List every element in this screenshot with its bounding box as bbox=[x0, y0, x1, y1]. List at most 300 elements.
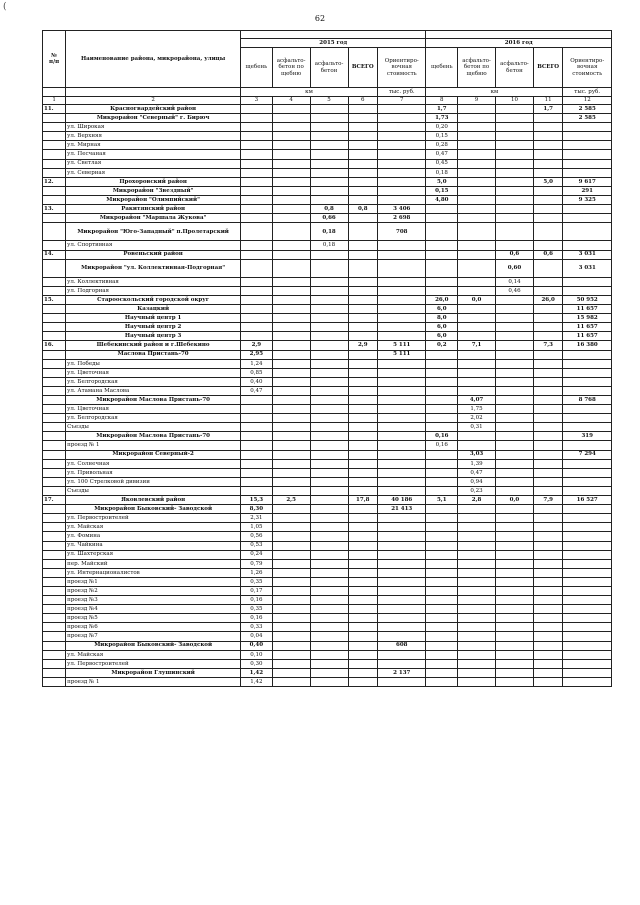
cell-cost-2015: 21 413 bbox=[378, 505, 426, 514]
cell-cost-2016 bbox=[563, 677, 612, 686]
cell-total-2015 bbox=[348, 277, 378, 286]
cell-asphalt-2015 bbox=[310, 341, 348, 350]
street-row bbox=[43, 650, 612, 659]
cell-cost-2015 bbox=[378, 386, 426, 395]
cell-cost-2016 bbox=[563, 386, 612, 395]
cell-cost-2015 bbox=[378, 450, 426, 459]
cell-gravel-2015: 0,47 bbox=[241, 386, 273, 395]
cell-total-2016 bbox=[533, 405, 563, 414]
cell-cost-2016: 2 585 bbox=[563, 105, 612, 114]
cell-total-2016 bbox=[533, 450, 563, 459]
cell-cost-2015 bbox=[378, 323, 426, 332]
cell-total-2015 bbox=[348, 477, 378, 486]
cell-row-number bbox=[43, 459, 66, 468]
cell-cost-2015 bbox=[378, 396, 426, 405]
cell-cost-2016 bbox=[563, 359, 612, 368]
cell-asphalt-on-gravel-2016 bbox=[458, 286, 496, 295]
cell-asphalt-on-gravel-2016 bbox=[458, 105, 496, 114]
cell-total-2016 bbox=[533, 323, 563, 332]
cell-asphalt-on-gravel-2016 bbox=[458, 168, 496, 177]
cell-row-name: Шебекинский район и г.Шебекино bbox=[66, 341, 241, 350]
cell-cost-2016 bbox=[563, 577, 612, 586]
cell-gravel-2016 bbox=[426, 205, 458, 214]
cell-asphalt-on-gravel-2015 bbox=[272, 150, 310, 159]
cell-asphalt-on-gravel-2015 bbox=[272, 632, 310, 641]
cell-asphalt-on-gravel-2015 bbox=[272, 277, 310, 286]
cell-gravel-2016 bbox=[426, 350, 458, 359]
street-row bbox=[43, 386, 612, 395]
cell-row-number bbox=[43, 632, 66, 641]
cell-asphalt-2015 bbox=[310, 486, 348, 495]
cell-asphalt-2015: 0,66 bbox=[310, 214, 348, 223]
cell-asphalt-2016 bbox=[496, 550, 534, 559]
cell-gravel-2016 bbox=[426, 286, 458, 295]
column-number-cell: 3 bbox=[241, 97, 273, 105]
cell-cost-2015 bbox=[378, 550, 426, 559]
cell-total-2016 bbox=[533, 650, 563, 659]
microdistrict-row bbox=[43, 186, 612, 195]
cell-gravel-2016 bbox=[426, 477, 458, 486]
cell-cost-2015 bbox=[378, 568, 426, 577]
cell-total-2016 bbox=[533, 114, 563, 123]
cell-asphalt-on-gravel-2015 bbox=[272, 441, 310, 450]
cell-asphalt-on-gravel-2016: 7,1 bbox=[458, 341, 496, 350]
cell-asphalt-2016 bbox=[496, 105, 534, 114]
cell-asphalt-2016 bbox=[496, 650, 534, 659]
cell-asphalt-2015 bbox=[310, 259, 348, 277]
cell-row-number bbox=[43, 123, 66, 132]
street-row bbox=[43, 568, 612, 577]
cell-asphalt-2016 bbox=[496, 141, 534, 150]
cell-total-2016 bbox=[533, 223, 563, 241]
cell-asphalt-on-gravel-2015 bbox=[272, 541, 310, 550]
cell-cost-2016: 3 031 bbox=[563, 259, 612, 277]
cell-total-2015 bbox=[348, 423, 378, 432]
cell-row-number bbox=[43, 432, 66, 441]
cell-row-number bbox=[43, 568, 66, 577]
district-row bbox=[43, 341, 612, 350]
cell-row-name: Ровеньский район bbox=[66, 250, 241, 259]
cell-gravel-2015: 0,04 bbox=[241, 632, 273, 641]
cell-asphalt-2015 bbox=[310, 250, 348, 259]
cell-cost-2016 bbox=[563, 277, 612, 286]
cell-total-2016 bbox=[533, 632, 563, 641]
cell-asphalt-on-gravel-2015 bbox=[272, 132, 310, 141]
cell-cost-2016: 15 982 bbox=[563, 314, 612, 323]
street-row bbox=[43, 159, 612, 168]
column-number-cell: 5 bbox=[310, 97, 348, 105]
street-row bbox=[43, 477, 612, 486]
street-row bbox=[43, 614, 612, 623]
cell-gravel-2016: 5,0 bbox=[426, 177, 458, 186]
units-blank-2 bbox=[66, 88, 241, 97]
cell-total-2016 bbox=[533, 468, 563, 477]
cell-cost-2016 bbox=[563, 505, 612, 514]
microdistrict-row bbox=[43, 450, 612, 459]
cell-asphalt-2015 bbox=[310, 314, 348, 323]
cell-total-2015 bbox=[348, 614, 378, 623]
cell-row-name: ул. Солнечная bbox=[66, 459, 241, 468]
microdistrict-row bbox=[43, 114, 612, 123]
street-row bbox=[43, 659, 612, 668]
cell-total-2015 bbox=[348, 468, 378, 477]
cell-asphalt-on-gravel-2016 bbox=[458, 332, 496, 341]
cell-asphalt-2015 bbox=[310, 532, 348, 541]
cell-total-2015 bbox=[348, 659, 378, 668]
cell-total-2015: 2,9 bbox=[348, 341, 378, 350]
cell-cost-2016 bbox=[563, 523, 612, 532]
page-edge-mark: ( bbox=[3, 2, 7, 12]
cell-cost-2016 bbox=[563, 141, 612, 150]
cell-cost-2016: 9 325 bbox=[563, 195, 612, 204]
subheader-gravel-2016: щебень bbox=[426, 48, 458, 88]
cell-total-2015 bbox=[348, 641, 378, 650]
cell-asphalt-on-gravel-2015 bbox=[272, 159, 310, 168]
cell-total-2016 bbox=[533, 277, 563, 286]
district-row bbox=[43, 205, 612, 214]
cell-asphalt-2015 bbox=[310, 559, 348, 568]
cell-asphalt-on-gravel-2015 bbox=[272, 368, 310, 377]
cell-gravel-2016 bbox=[426, 386, 458, 395]
column-number-row bbox=[43, 97, 612, 105]
col-header-year-2015-label: 2015 год bbox=[241, 39, 426, 48]
cell-row-name: Микрорайон Глушинский bbox=[66, 668, 241, 677]
cell-cost-2015 bbox=[378, 614, 426, 623]
street-row bbox=[43, 286, 612, 295]
cell-gravel-2015: 2,9 bbox=[241, 341, 273, 350]
cell-total-2015 bbox=[348, 159, 378, 168]
col-header-number: № п/п bbox=[43, 31, 66, 88]
cell-asphalt-on-gravel-2016 bbox=[458, 259, 496, 277]
cell-total-2016 bbox=[533, 205, 563, 214]
units-km-2016: км bbox=[426, 88, 563, 97]
cell-asphalt-on-gravel-2016 bbox=[458, 305, 496, 314]
cell-row-number bbox=[43, 614, 66, 623]
street-row bbox=[43, 596, 612, 605]
cell-asphalt-2015 bbox=[310, 305, 348, 314]
cell-cost-2015 bbox=[378, 105, 426, 114]
cell-total-2016 bbox=[533, 195, 563, 204]
cell-row-number bbox=[43, 659, 66, 668]
cell-asphalt-on-gravel-2015 bbox=[272, 650, 310, 659]
cell-total-2015 bbox=[348, 650, 378, 659]
cell-asphalt-2016 bbox=[496, 477, 534, 486]
cell-asphalt-on-gravel-2015 bbox=[272, 459, 310, 468]
cell-asphalt-2015 bbox=[310, 468, 348, 477]
cell-total-2016 bbox=[533, 641, 563, 650]
cell-asphalt-on-gravel-2016 bbox=[458, 159, 496, 168]
cell-gravel-2015 bbox=[241, 250, 273, 259]
cell-cost-2016 bbox=[563, 650, 612, 659]
cell-asphalt-on-gravel-2016 bbox=[458, 596, 496, 605]
cell-total-2015 bbox=[348, 214, 378, 223]
cell-row-number bbox=[43, 141, 66, 150]
cell-asphalt-on-gravel-2016 bbox=[458, 586, 496, 595]
cell-cost-2016 bbox=[563, 514, 612, 523]
cell-asphalt-2016 bbox=[496, 459, 534, 468]
cell-gravel-2016 bbox=[426, 641, 458, 650]
col-header-year-2016-label: 2016 год bbox=[426, 39, 612, 48]
cell-asphalt-2016 bbox=[496, 450, 534, 459]
cell-asphalt-on-gravel-2016 bbox=[458, 523, 496, 532]
cell-asphalt-2016 bbox=[496, 123, 534, 132]
cell-gravel-2016: 0,16 bbox=[426, 432, 458, 441]
cell-total-2016 bbox=[533, 459, 563, 468]
cell-cost-2016: 319 bbox=[563, 432, 612, 441]
microdistrict-row bbox=[43, 432, 612, 441]
cell-asphalt-on-gravel-2015 bbox=[272, 114, 310, 123]
cell-cost-2015 bbox=[378, 623, 426, 632]
street-row bbox=[43, 468, 612, 477]
cell-gravel-2015 bbox=[241, 323, 273, 332]
cell-total-2015 bbox=[348, 396, 378, 405]
cell-row-name: Микрорайон "Маршала Жукова" bbox=[66, 214, 241, 223]
cell-asphalt-2016 bbox=[496, 405, 534, 414]
cell-cost-2015 bbox=[378, 677, 426, 686]
cell-gravel-2015: 0,35 bbox=[241, 605, 273, 614]
cell-cost-2015 bbox=[378, 650, 426, 659]
cell-asphalt-2016: 0,0 bbox=[496, 496, 534, 505]
cell-gravel-2016 bbox=[426, 550, 458, 559]
cell-gravel-2015 bbox=[241, 241, 273, 250]
cell-asphalt-2016 bbox=[496, 605, 534, 614]
cell-asphalt-on-gravel-2015 bbox=[272, 641, 310, 650]
cell-asphalt-2016: 0,46 bbox=[496, 286, 534, 295]
cell-gravel-2016 bbox=[426, 250, 458, 259]
cell-asphalt-on-gravel-2015 bbox=[272, 532, 310, 541]
cell-asphalt-on-gravel-2016 bbox=[458, 641, 496, 650]
cell-asphalt-2016 bbox=[496, 659, 534, 668]
cell-gravel-2016 bbox=[426, 623, 458, 632]
cell-cost-2016: 8 768 bbox=[563, 396, 612, 405]
cell-row-number bbox=[43, 577, 66, 586]
cell-asphalt-on-gravel-2015 bbox=[272, 323, 310, 332]
cell-cost-2015: 5 111 bbox=[378, 350, 426, 359]
cell-total-2015 bbox=[348, 305, 378, 314]
street-row bbox=[43, 441, 612, 450]
cell-cost-2015 bbox=[378, 486, 426, 495]
cell-row-number: 12. bbox=[43, 177, 66, 186]
cell-cost-2015 bbox=[378, 423, 426, 432]
cell-row-name: ул. Песчаная bbox=[66, 150, 241, 159]
cell-asphalt-on-gravel-2016 bbox=[458, 277, 496, 286]
cell-gravel-2015: 0,53 bbox=[241, 541, 273, 550]
cell-gravel-2015 bbox=[241, 177, 273, 186]
cell-cost-2015: 3 406 bbox=[378, 205, 426, 214]
cell-row-number: 15. bbox=[43, 295, 66, 304]
cell-cost-2016 bbox=[563, 623, 612, 632]
cell-row-name: Микрорайон Маслова Пристань-70 bbox=[66, 396, 241, 405]
cell-asphalt-on-gravel-2015 bbox=[272, 105, 310, 114]
road-works-table bbox=[42, 30, 612, 687]
cell-cost-2015 bbox=[378, 177, 426, 186]
cell-asphalt-on-gravel-2016 bbox=[458, 132, 496, 141]
cell-total-2016 bbox=[533, 305, 563, 314]
cell-total-2016 bbox=[533, 432, 563, 441]
cell-total-2016 bbox=[533, 677, 563, 686]
cell-gravel-2015 bbox=[241, 396, 273, 405]
street-row bbox=[43, 586, 612, 595]
cell-row-number bbox=[43, 277, 66, 286]
cell-cost-2015 bbox=[378, 114, 426, 123]
cell-total-2016 bbox=[533, 396, 563, 405]
street-row bbox=[43, 123, 612, 132]
cell-asphalt-2015 bbox=[310, 414, 348, 423]
cell-total-2016 bbox=[533, 368, 563, 377]
cell-gravel-2015: 0,16 bbox=[241, 596, 273, 605]
cell-asphalt-on-gravel-2016 bbox=[458, 386, 496, 395]
cell-asphalt-on-gravel-2015 bbox=[272, 195, 310, 204]
cell-asphalt-on-gravel-2016 bbox=[458, 368, 496, 377]
cell-row-name: Прохоровский район bbox=[66, 177, 241, 186]
cell-asphalt-on-gravel-2015 bbox=[272, 223, 310, 241]
cell-asphalt-on-gravel-2016 bbox=[458, 577, 496, 586]
cell-total-2015 bbox=[348, 623, 378, 632]
units-rub-2015: тыс. руб. bbox=[378, 88, 426, 97]
cell-gravel-2015: 0,35 bbox=[241, 577, 273, 586]
cell-asphalt-2015 bbox=[310, 441, 348, 450]
cell-asphalt-on-gravel-2016 bbox=[458, 441, 496, 450]
cell-row-number bbox=[43, 414, 66, 423]
cell-cost-2015 bbox=[378, 368, 426, 377]
cell-asphalt-2016 bbox=[496, 114, 534, 123]
cell-row-name: проезд №2 bbox=[66, 586, 241, 595]
cell-cost-2016 bbox=[563, 477, 612, 486]
cell-total-2015 bbox=[348, 195, 378, 204]
cell-asphalt-2015 bbox=[310, 614, 348, 623]
cell-asphalt-on-gravel-2015 bbox=[272, 468, 310, 477]
cell-gravel-2016 bbox=[426, 659, 458, 668]
cell-cost-2015 bbox=[378, 132, 426, 141]
cell-asphalt-2016 bbox=[496, 677, 534, 686]
cell-cost-2015 bbox=[378, 577, 426, 586]
cell-gravel-2015: 0,16 bbox=[241, 614, 273, 623]
cell-row-name: ул. Белгородская bbox=[66, 414, 241, 423]
cell-row-name: ул. Фомина bbox=[66, 532, 241, 541]
cell-asphalt-on-gravel-2016 bbox=[458, 632, 496, 641]
cell-asphalt-on-gravel-2016 bbox=[458, 505, 496, 514]
cell-cost-2015: 5 111 bbox=[378, 341, 426, 350]
district-row bbox=[43, 496, 612, 505]
cell-asphalt-on-gravel-2015 bbox=[272, 186, 310, 195]
cell-total-2016 bbox=[533, 441, 563, 450]
cell-cost-2015 bbox=[378, 286, 426, 295]
cell-gravel-2015 bbox=[241, 423, 273, 432]
cell-row-name: ул. Майская bbox=[66, 523, 241, 532]
cell-row-number bbox=[43, 305, 66, 314]
cell-asphalt-on-gravel-2016 bbox=[458, 150, 496, 159]
cell-cost-2015 bbox=[378, 477, 426, 486]
cell-asphalt-on-gravel-2015 bbox=[272, 259, 310, 277]
cell-row-number bbox=[43, 541, 66, 550]
street-row bbox=[43, 577, 612, 586]
cell-row-name: ул. Светлая bbox=[66, 159, 241, 168]
cell-cost-2016: 291 bbox=[563, 186, 612, 195]
cell-row-number: 11. bbox=[43, 105, 66, 114]
cell-asphalt-on-gravel-2015 bbox=[272, 432, 310, 441]
cell-gravel-2015 bbox=[241, 295, 273, 304]
cell-asphalt-on-gravel-2016 bbox=[458, 532, 496, 541]
cell-asphalt-2015 bbox=[310, 295, 348, 304]
cell-total-2015 bbox=[348, 141, 378, 150]
cell-total-2016 bbox=[533, 659, 563, 668]
cell-asphalt-2015 bbox=[310, 523, 348, 532]
cell-row-number bbox=[43, 650, 66, 659]
cell-row-number bbox=[43, 423, 66, 432]
microdistrict-row bbox=[43, 259, 612, 277]
cell-cost-2016 bbox=[563, 605, 612, 614]
microdistrict-row bbox=[43, 641, 612, 650]
cell-asphalt-2015: 0,18 bbox=[310, 241, 348, 250]
cell-asphalt-2016 bbox=[496, 596, 534, 605]
cell-total-2015 bbox=[348, 223, 378, 241]
cell-gravel-2016 bbox=[426, 523, 458, 532]
cell-total-2015 bbox=[348, 377, 378, 386]
subheader-cost-2016: Ориентиро-вочная стоимость bbox=[563, 48, 612, 88]
cell-row-name: проезд №7 bbox=[66, 632, 241, 641]
cell-gravel-2015: 0,30 bbox=[241, 659, 273, 668]
cell-total-2015 bbox=[348, 250, 378, 259]
cell-total-2016: 1,7 bbox=[533, 105, 563, 114]
cell-total-2015 bbox=[348, 577, 378, 586]
cell-total-2015 bbox=[348, 350, 378, 359]
cell-row-number bbox=[43, 314, 66, 323]
cell-row-name: Научный центр 1 bbox=[66, 314, 241, 323]
cell-cost-2016: 9 617 bbox=[563, 177, 612, 186]
cell-gravel-2016: 0,18 bbox=[426, 168, 458, 177]
cell-asphalt-on-gravel-2016 bbox=[458, 195, 496, 204]
cell-row-name: Микрорайон "ул. Коллективная-Подгорная" bbox=[66, 259, 241, 277]
cell-gravel-2016 bbox=[426, 377, 458, 386]
cell-gravel-2016: 26,0 bbox=[426, 295, 458, 304]
cell-asphalt-2015 bbox=[310, 650, 348, 659]
cell-asphalt-2015 bbox=[310, 377, 348, 386]
cell-asphalt-2015 bbox=[310, 668, 348, 677]
cell-row-number bbox=[43, 623, 66, 632]
cell-cost-2015 bbox=[378, 359, 426, 368]
cell-gravel-2016 bbox=[426, 214, 458, 223]
cell-asphalt-on-gravel-2015 bbox=[272, 305, 310, 314]
cell-row-name: ул. Мирная bbox=[66, 141, 241, 150]
cell-cost-2016 bbox=[563, 132, 612, 141]
cell-row-name: проезд №1 bbox=[66, 577, 241, 586]
cell-asphalt-2016 bbox=[496, 314, 534, 323]
district-row bbox=[43, 295, 612, 304]
cell-asphalt-2016 bbox=[496, 295, 534, 304]
cell-row-number bbox=[43, 505, 66, 514]
cell-asphalt-2016 bbox=[496, 177, 534, 186]
cell-asphalt-2015 bbox=[310, 323, 348, 332]
cell-cost-2016 bbox=[563, 214, 612, 223]
cell-row-name: Маслова Пристань-70 bbox=[66, 350, 241, 359]
cell-asphalt-on-gravel-2015 bbox=[272, 668, 310, 677]
cell-asphalt-on-gravel-2015 bbox=[272, 677, 310, 686]
cell-total-2015 bbox=[348, 414, 378, 423]
cell-row-name: пер. Майский bbox=[66, 559, 241, 568]
cell-gravel-2015: 0,85 bbox=[241, 368, 273, 377]
cell-asphalt-2016 bbox=[496, 223, 534, 241]
cell-row-name: Старооскольский городской округ bbox=[66, 295, 241, 304]
cell-gravel-2015 bbox=[241, 432, 273, 441]
cell-gravel-2016: 4,80 bbox=[426, 195, 458, 204]
cell-cost-2016 bbox=[563, 441, 612, 450]
cell-total-2015 bbox=[348, 568, 378, 577]
cell-row-number bbox=[43, 186, 66, 195]
cell-total-2016 bbox=[533, 377, 563, 386]
column-number-cell: 7 bbox=[378, 97, 426, 105]
units-km-2015: км bbox=[241, 88, 378, 97]
cell-asphalt-2016 bbox=[496, 332, 534, 341]
